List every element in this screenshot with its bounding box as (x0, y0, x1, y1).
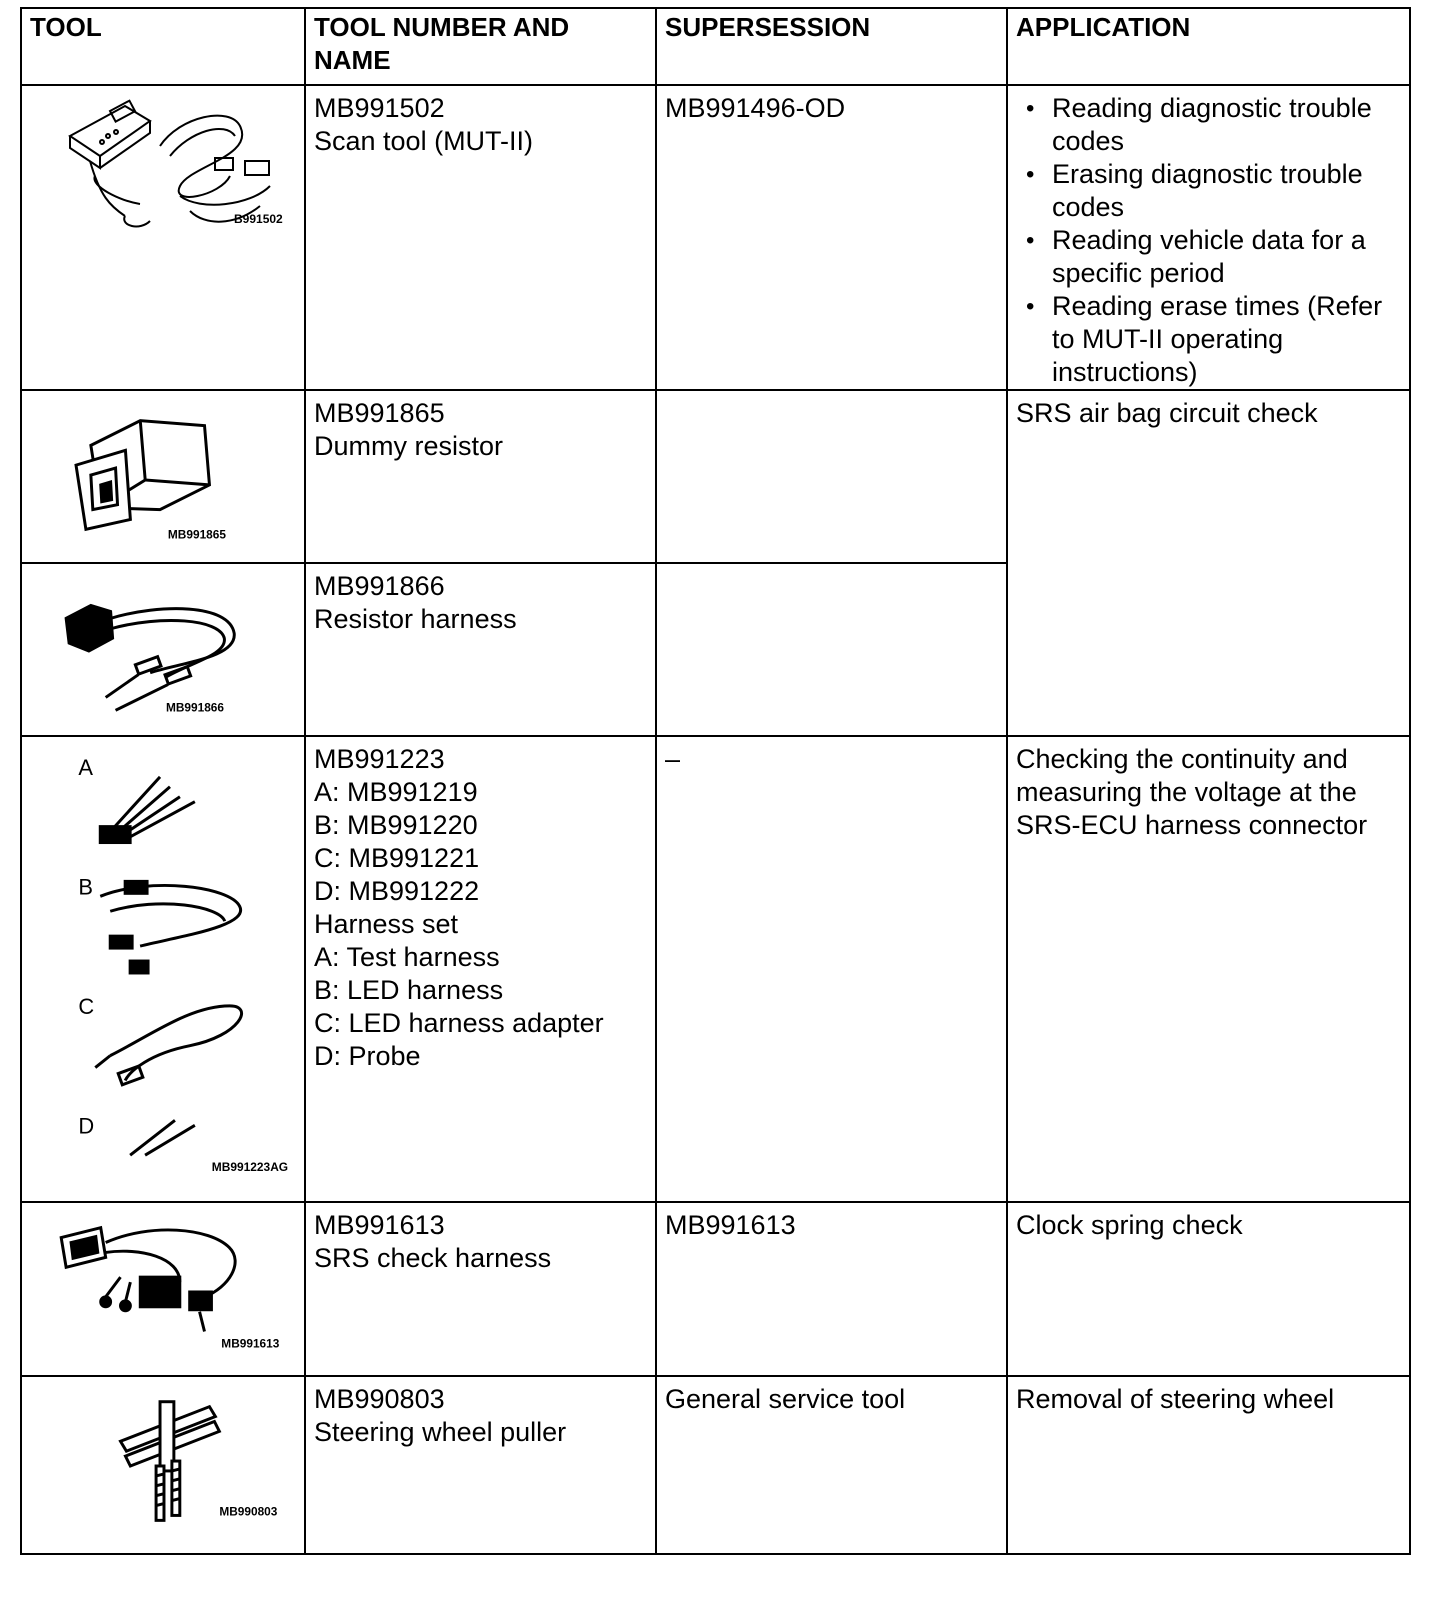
tool-name: Dummy resistor (314, 431, 504, 461)
tool-number: MB991502 (314, 93, 445, 123)
harness-icon (22, 564, 304, 735)
image-letter: D (78, 1113, 95, 1139)
application-cell: Checking the continuity and measuring the voltage at the SRS-ECU harness connector (1007, 736, 1410, 1202)
srs-check-harness-illustration (22, 1203, 304, 1375)
puller-icon (22, 1377, 304, 1553)
image-code: B991502 (234, 212, 283, 226)
tool-image-cell (21, 390, 305, 563)
supersession-cell (656, 563, 1007, 736)
scan-tool-icon (22, 86, 304, 389)
harness-set-illustration (22, 737, 304, 1201)
tool-number-cell (305, 85, 656, 390)
tool-number: MB991613 (314, 1210, 445, 1240)
application-cell: Removal of steering wheel (1007, 1376, 1410, 1554)
special-tools-table (20, 7, 1411, 1555)
tool-number: MB991223 (314, 744, 445, 774)
check-harness-icon (22, 1203, 304, 1375)
image-code: MB991866 (165, 700, 224, 715)
table-row (21, 736, 1410, 1202)
tool-image-cell (21, 1202, 305, 1376)
tool-image-cell (21, 85, 305, 390)
header-tool: TOOL (21, 8, 305, 85)
tool-line: A: MB991219 (314, 777, 478, 807)
tool-line: C: MB991221 (314, 843, 480, 873)
table-row (21, 1376, 1410, 1554)
supersession-cell (656, 390, 1007, 563)
header-application: APPLICATION (1007, 8, 1410, 85)
supersession-cell: MB991613 (656, 1202, 1007, 1376)
tool-number: MB990803 (314, 1384, 445, 1414)
tool-name: Steering wheel puller (314, 1417, 567, 1447)
image-letter: A (78, 754, 93, 780)
tool-line: D: Probe (314, 1041, 421, 1071)
table-row (21, 390, 1410, 563)
application-item: • Reading erase times (Refer to MUT-II operating instructions) (1052, 290, 1401, 389)
image-letter: B (78, 874, 93, 900)
tool-number-cell (305, 1202, 656, 1376)
connector-icon (22, 391, 304, 562)
supersession-cell: MB991496-OD (656, 85, 1007, 390)
tool-line: D: MB991222 (314, 876, 480, 906)
image-code: MB991865 (167, 527, 226, 542)
supersession-cell: – (656, 736, 1007, 1202)
header-row (21, 8, 1410, 85)
tool-name: Resistor harness (314, 604, 517, 634)
supersession-cell: General service tool (656, 1376, 1007, 1554)
harness-set-icon (22, 737, 304, 1201)
tool-number-cell (305, 390, 656, 563)
tool-name: Scan tool (MUT-II) (314, 126, 534, 156)
application-item: • Reading diagnostic trouble codes (1052, 92, 1401, 158)
resistor-harness-illustration (22, 564, 304, 735)
application-cell: SRS air bag circuit check (1007, 390, 1410, 736)
table-row (21, 1202, 1410, 1376)
image-code: MB991613 (221, 1336, 280, 1351)
tool-number: MB991865 (314, 398, 445, 428)
tool-line: C: LED harness adapter (314, 1008, 604, 1038)
tool-line: B: MB991220 (314, 810, 478, 840)
tool-number-cell (305, 1376, 656, 1554)
application-cell (1007, 85, 1410, 390)
tool-number-cell (305, 736, 656, 1202)
header-number-name: TOOL NUMBER AND NAME (305, 8, 656, 85)
image-letter: C (78, 993, 95, 1019)
tool-line: B: LED harness (314, 975, 504, 1005)
tool-image-cell (21, 736, 305, 1202)
application-item: • Reading vehicle data for a specific period (1052, 224, 1401, 290)
tool-image-cell (21, 563, 305, 736)
application-cell: Clock spring check (1007, 1202, 1410, 1376)
image-code: MB991223AG (211, 1160, 289, 1175)
scan-tool-illustration (22, 86, 304, 389)
table-row (21, 85, 1410, 390)
application-item: • Erasing diagnostic trouble codes (1052, 158, 1401, 224)
image-code: MB990803 (219, 1504, 278, 1519)
application-list (1016, 92, 1401, 389)
tool-name: SRS check harness (314, 1243, 552, 1273)
steering-wheel-puller-illustration (22, 1377, 304, 1553)
dummy-resistor-illustration (22, 391, 304, 562)
header-supersession: SUPERSESSION (656, 8, 1007, 85)
tool-image-cell (21, 1376, 305, 1554)
tool-number: MB991866 (314, 571, 445, 601)
tool-line: A: Test harness (314, 942, 500, 972)
tool-line: Harness set (314, 909, 459, 939)
tool-number-cell (305, 563, 656, 736)
